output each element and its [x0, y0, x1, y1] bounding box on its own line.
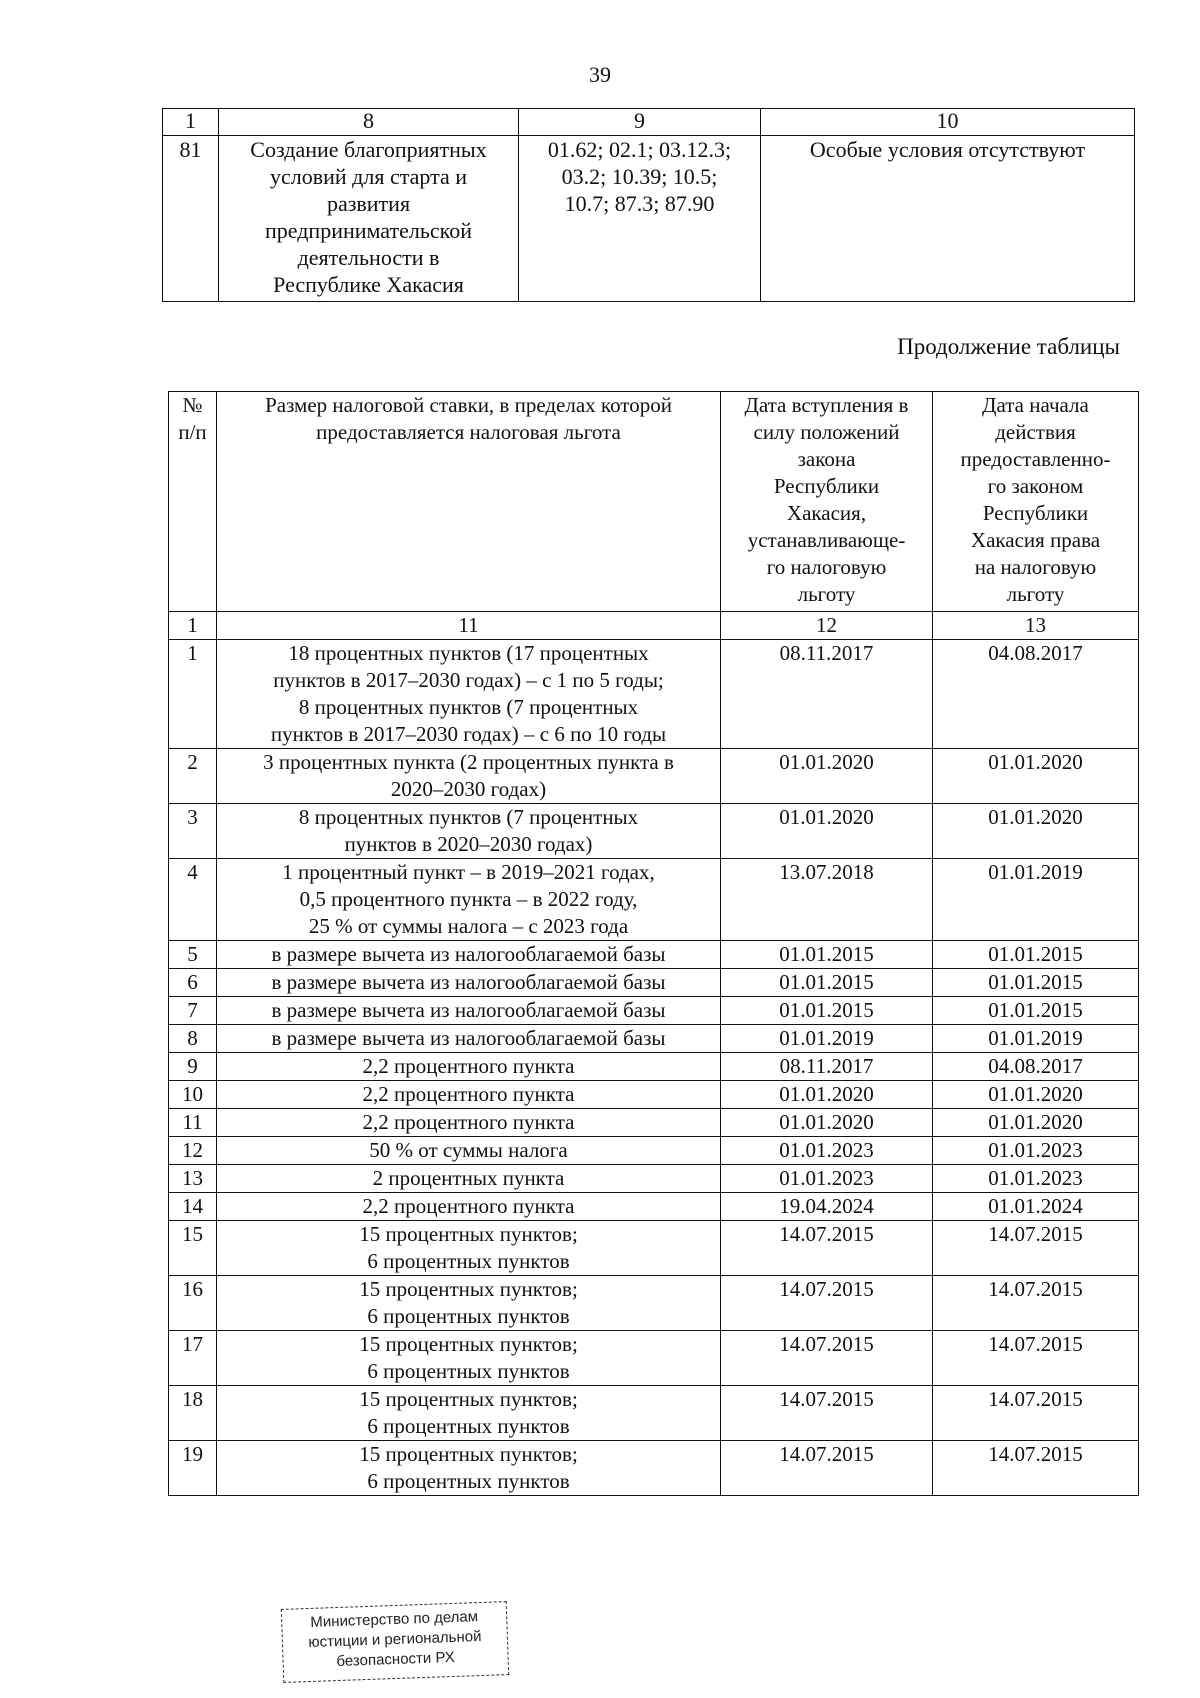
benefit-start-date: 01.01.2023	[933, 1165, 1139, 1193]
stamp-line: Министерство по делам	[310, 1608, 479, 1631]
table-row	[169, 941, 1139, 969]
entry-into-force-date: 01.01.2020	[721, 749, 933, 804]
tax-rate	[217, 1081, 721, 1109]
text-line: Создание благоприятных	[250, 137, 487, 162]
text-line: №	[182, 393, 203, 417]
text-line: силу положений	[753, 420, 900, 444]
row-number: 9	[169, 1053, 217, 1081]
col-number: 12	[721, 612, 933, 640]
entry-into-force-date: 14.07.2015	[721, 1276, 933, 1331]
text-line: 6 процентных пунктов	[367, 1469, 570, 1493]
benefit-start-date: 14.07.2015	[933, 1221, 1139, 1276]
table-row	[169, 1386, 1139, 1441]
tax-rate	[217, 1109, 721, 1137]
text-line: 3 процентных пункта (2 процентных пункта в	[263, 750, 674, 774]
row-number: 8	[169, 1025, 217, 1053]
text-line: 03.2; 10.39; 10.5;	[561, 164, 718, 189]
text-line: Дата начала	[982, 393, 1089, 417]
text-line: Дата вступления в	[744, 393, 909, 417]
col-number: 1	[169, 612, 217, 640]
benefit-start-date: 04.08.2017	[933, 640, 1139, 749]
stamp-line: юстиции и региональной	[308, 1627, 482, 1652]
text-line: льготу	[797, 582, 856, 606]
text-line: Хакасия,	[786, 501, 867, 525]
text-line: 1 процентный пункт – в 2019–2021 годах,	[282, 860, 655, 884]
entry-into-force-date: 01.01.2023	[721, 1165, 933, 1193]
text-line: 0,5 процентного пункта – в 2022 году,	[299, 887, 638, 911]
table-row	[169, 1025, 1139, 1053]
tax-rate	[217, 1053, 721, 1081]
tax-rate	[217, 749, 721, 804]
text-line: 15 процентных пунктов;	[359, 1442, 578, 1466]
table-row	[169, 1221, 1139, 1276]
col-number: 11	[217, 612, 721, 640]
text-line: пунктов в 2017–2030 годах) – с 6 по 10 годы	[270, 722, 667, 746]
benefit-start-date: 01.01.2020	[933, 804, 1139, 859]
top-col-number: 1	[163, 109, 219, 136]
row-number: 2	[169, 749, 217, 804]
text-line: Республики	[982, 501, 1089, 525]
row-number: 19	[169, 1441, 217, 1496]
text-line: 8 процентных пунктов (7 процентных	[298, 695, 639, 719]
text-line: условий для старта и	[269, 164, 467, 189]
text-line: го налоговую	[766, 555, 887, 579]
text-line: 2 процентных пункта	[372, 1166, 565, 1190]
top-table-row	[163, 136, 1135, 302]
row-number: 6	[169, 969, 217, 997]
main-table	[168, 391, 1139, 1496]
entry-into-force-date: 01.01.2015	[721, 941, 933, 969]
entry-into-force-date: 14.07.2015	[721, 1221, 933, 1276]
benefit-start-date: 01.01.2015	[933, 997, 1139, 1025]
text-line: 18 процентных пунктов (17 процентных	[288, 641, 649, 665]
row-number: 10	[169, 1081, 217, 1109]
text-line: Республики	[773, 474, 880, 498]
text-line: 6 процентных пунктов	[367, 1249, 570, 1273]
text-line: 10.7; 87.3; 87.90	[564, 191, 715, 216]
table-row	[169, 804, 1139, 859]
text-line: п/п	[178, 420, 207, 444]
text-line: Размер налоговой ставки, в пределах которой	[265, 393, 672, 417]
row-number: 18	[169, 1386, 217, 1441]
row-number: 14	[169, 1193, 217, 1221]
entry-into-force-date: 01.01.2019	[721, 1025, 933, 1053]
text-line: закона	[797, 447, 856, 471]
text-line: Республике Хакасия	[273, 272, 464, 297]
benefit-start-date: 14.07.2015	[933, 1386, 1139, 1441]
activity-codes	[519, 136, 761, 302]
benefit-start-date: 14.07.2015	[933, 1331, 1139, 1386]
col-header-start-date	[933, 392, 1139, 612]
tax-rate	[217, 1221, 721, 1276]
table-row	[169, 1193, 1139, 1221]
entry-into-force-date: 01.01.2015	[721, 997, 933, 1025]
text-line: пунктов в 2017–2030 годах) – с 1 по 5 годы;	[273, 668, 664, 692]
ministry-stamp	[281, 1601, 509, 1683]
row-number: 4	[169, 859, 217, 941]
table-row	[169, 1053, 1139, 1081]
table-row	[169, 1109, 1139, 1137]
top-col-number: 10	[761, 109, 1135, 136]
text-line: в размере вычета из налогооблагаемой базы	[271, 942, 666, 966]
col-header-entry-date	[721, 392, 933, 612]
row-number: 5	[169, 941, 217, 969]
text-line: го законом	[987, 474, 1084, 498]
text-line: в размере вычета из налогооблагаемой базы	[271, 970, 666, 994]
top-table	[162, 108, 1135, 302]
col-header-rate	[217, 392, 721, 612]
text-line: льготу	[1006, 582, 1065, 606]
table-row	[169, 1165, 1139, 1193]
top-col-number: 9	[519, 109, 761, 136]
row-number: 13	[169, 1165, 217, 1193]
text-line: пунктов в 2020–2030 годах)	[344, 832, 593, 856]
text-line: Хакасия права	[970, 528, 1101, 552]
text-line: в размере вычета из налогооблагаемой базы	[271, 1026, 666, 1050]
table-row	[169, 1331, 1139, 1386]
col-number: 13	[933, 612, 1139, 640]
text-line: предпринимательской	[264, 218, 472, 243]
entry-into-force-date: 14.07.2015	[721, 1331, 933, 1386]
main-table-header-row	[169, 392, 1139, 612]
row-number: 3	[169, 804, 217, 859]
text-line: в размере вычета из налогооблагаемой базы	[271, 998, 666, 1022]
text-line: 2,2 процентного пункта	[362, 1110, 575, 1134]
text-line: 8 процентных пунктов (7 процентных	[298, 805, 639, 829]
benefit-start-date: 01.01.2023	[933, 1137, 1139, 1165]
benefit-start-date: 14.07.2015	[933, 1441, 1139, 1496]
table-row	[169, 1081, 1139, 1109]
benefit-start-date: 01.01.2015	[933, 969, 1139, 997]
continuation-label: Продолжение таблицы	[897, 334, 1120, 359]
benefit-start-date: 01.01.2024	[933, 1193, 1139, 1221]
text-line: 2,2 процентного пункта	[362, 1082, 575, 1106]
table-row	[169, 859, 1139, 941]
row-number: 15	[169, 1221, 217, 1276]
tax-rate	[217, 1193, 721, 1221]
text-line: развития	[326, 191, 411, 216]
table-row	[169, 1276, 1139, 1331]
table-row	[169, 1137, 1139, 1165]
row-number: 7	[169, 997, 217, 1025]
benefit-start-date: 04.08.2017	[933, 1053, 1139, 1081]
entry-into-force-date: 19.04.2024	[721, 1193, 933, 1221]
text-line: 25 % от суммы налога – с 2023 года	[308, 914, 629, 938]
benefit-start-date: 01.01.2015	[933, 941, 1139, 969]
text-line: 6 процентных пунктов	[367, 1359, 570, 1383]
text-line: 15 процентных пунктов;	[359, 1277, 578, 1301]
entry-into-force-date: 01.01.2020	[721, 804, 933, 859]
benefit-start-date: 01.01.2019	[933, 859, 1139, 941]
entry-into-force-date: 14.07.2015	[721, 1386, 933, 1441]
entry-into-force-date: 13.07.2018	[721, 859, 933, 941]
tax-rate	[217, 941, 721, 969]
tax-rate	[217, 1137, 721, 1165]
benefit-start-date: 01.01.2020	[933, 749, 1139, 804]
program-name	[219, 136, 519, 302]
entry-into-force-date: 14.07.2015	[721, 1441, 933, 1496]
text-line: на налоговую	[974, 555, 1097, 579]
page-number: 39	[589, 62, 611, 87]
stamp-line: безопасности РХ	[336, 1648, 456, 1671]
text-line: 15 процентных пунктов;	[359, 1222, 578, 1246]
text-line: 2,2 процентного пункта	[362, 1054, 575, 1078]
text-line: предоставленно-	[960, 447, 1111, 471]
tax-rate	[217, 640, 721, 749]
row-number: 17	[169, 1331, 217, 1386]
special-conditions: Особые условия отсутствуют	[761, 136, 1135, 302]
text-line: 2020–2030 годах)	[390, 777, 547, 801]
row-number: 12	[169, 1137, 217, 1165]
tax-rate	[217, 1331, 721, 1386]
tax-rate	[217, 969, 721, 997]
text-line: 2,2 процентного пункта	[362, 1194, 575, 1218]
text-line: 15 процентных пунктов;	[359, 1387, 578, 1411]
tax-rate	[217, 1386, 721, 1441]
top-col-number: 8	[219, 109, 519, 136]
table-row	[169, 749, 1139, 804]
entry-into-force-date: 08.11.2017	[721, 1053, 933, 1081]
table-row	[169, 997, 1139, 1025]
tax-rate	[217, 1165, 721, 1193]
text-line: 6 процентных пунктов	[367, 1304, 570, 1328]
table-row	[169, 1441, 1139, 1496]
main-table-body	[169, 640, 1139, 1496]
text-line: 50 % от суммы налога	[369, 1138, 568, 1162]
entry-into-force-date: 01.01.2020	[721, 1109, 933, 1137]
tax-rate	[217, 1025, 721, 1053]
main-table-number-row	[169, 612, 1139, 640]
benefit-start-date: 01.01.2020	[933, 1109, 1139, 1137]
tax-rate	[217, 997, 721, 1025]
tax-rate	[217, 804, 721, 859]
text-line: 6 процентных пунктов	[367, 1414, 570, 1438]
table-row	[169, 969, 1139, 997]
benefit-start-date: 14.07.2015	[933, 1276, 1139, 1331]
text-line: 15 процентных пунктов;	[359, 1332, 578, 1356]
text-line: деятельности в	[297, 245, 440, 270]
tax-rate	[217, 1441, 721, 1496]
entry-into-force-date: 01.01.2020	[721, 1081, 933, 1109]
entry-into-force-date: 08.11.2017	[721, 640, 933, 749]
text-line: устанавливающе-	[747, 528, 906, 552]
text-line: действия	[995, 420, 1076, 444]
text-line: 01.62; 02.1; 03.12.3;	[547, 137, 732, 162]
row-number: 16	[169, 1276, 217, 1331]
top-table-header-row	[163, 109, 1135, 136]
row-number: 11	[169, 1109, 217, 1137]
tax-rate	[217, 1276, 721, 1331]
row-number: 81	[163, 136, 219, 302]
row-number: 1	[169, 640, 217, 749]
entry-into-force-date: 01.01.2023	[721, 1137, 933, 1165]
col-header-number	[169, 392, 217, 612]
benefit-start-date: 01.01.2020	[933, 1081, 1139, 1109]
tax-rate	[217, 859, 721, 941]
entry-into-force-date: 01.01.2015	[721, 969, 933, 997]
text-line: предоставляется налоговая льгота	[316, 420, 621, 444]
table-row	[169, 640, 1139, 749]
benefit-start-date: 01.01.2019	[933, 1025, 1139, 1053]
